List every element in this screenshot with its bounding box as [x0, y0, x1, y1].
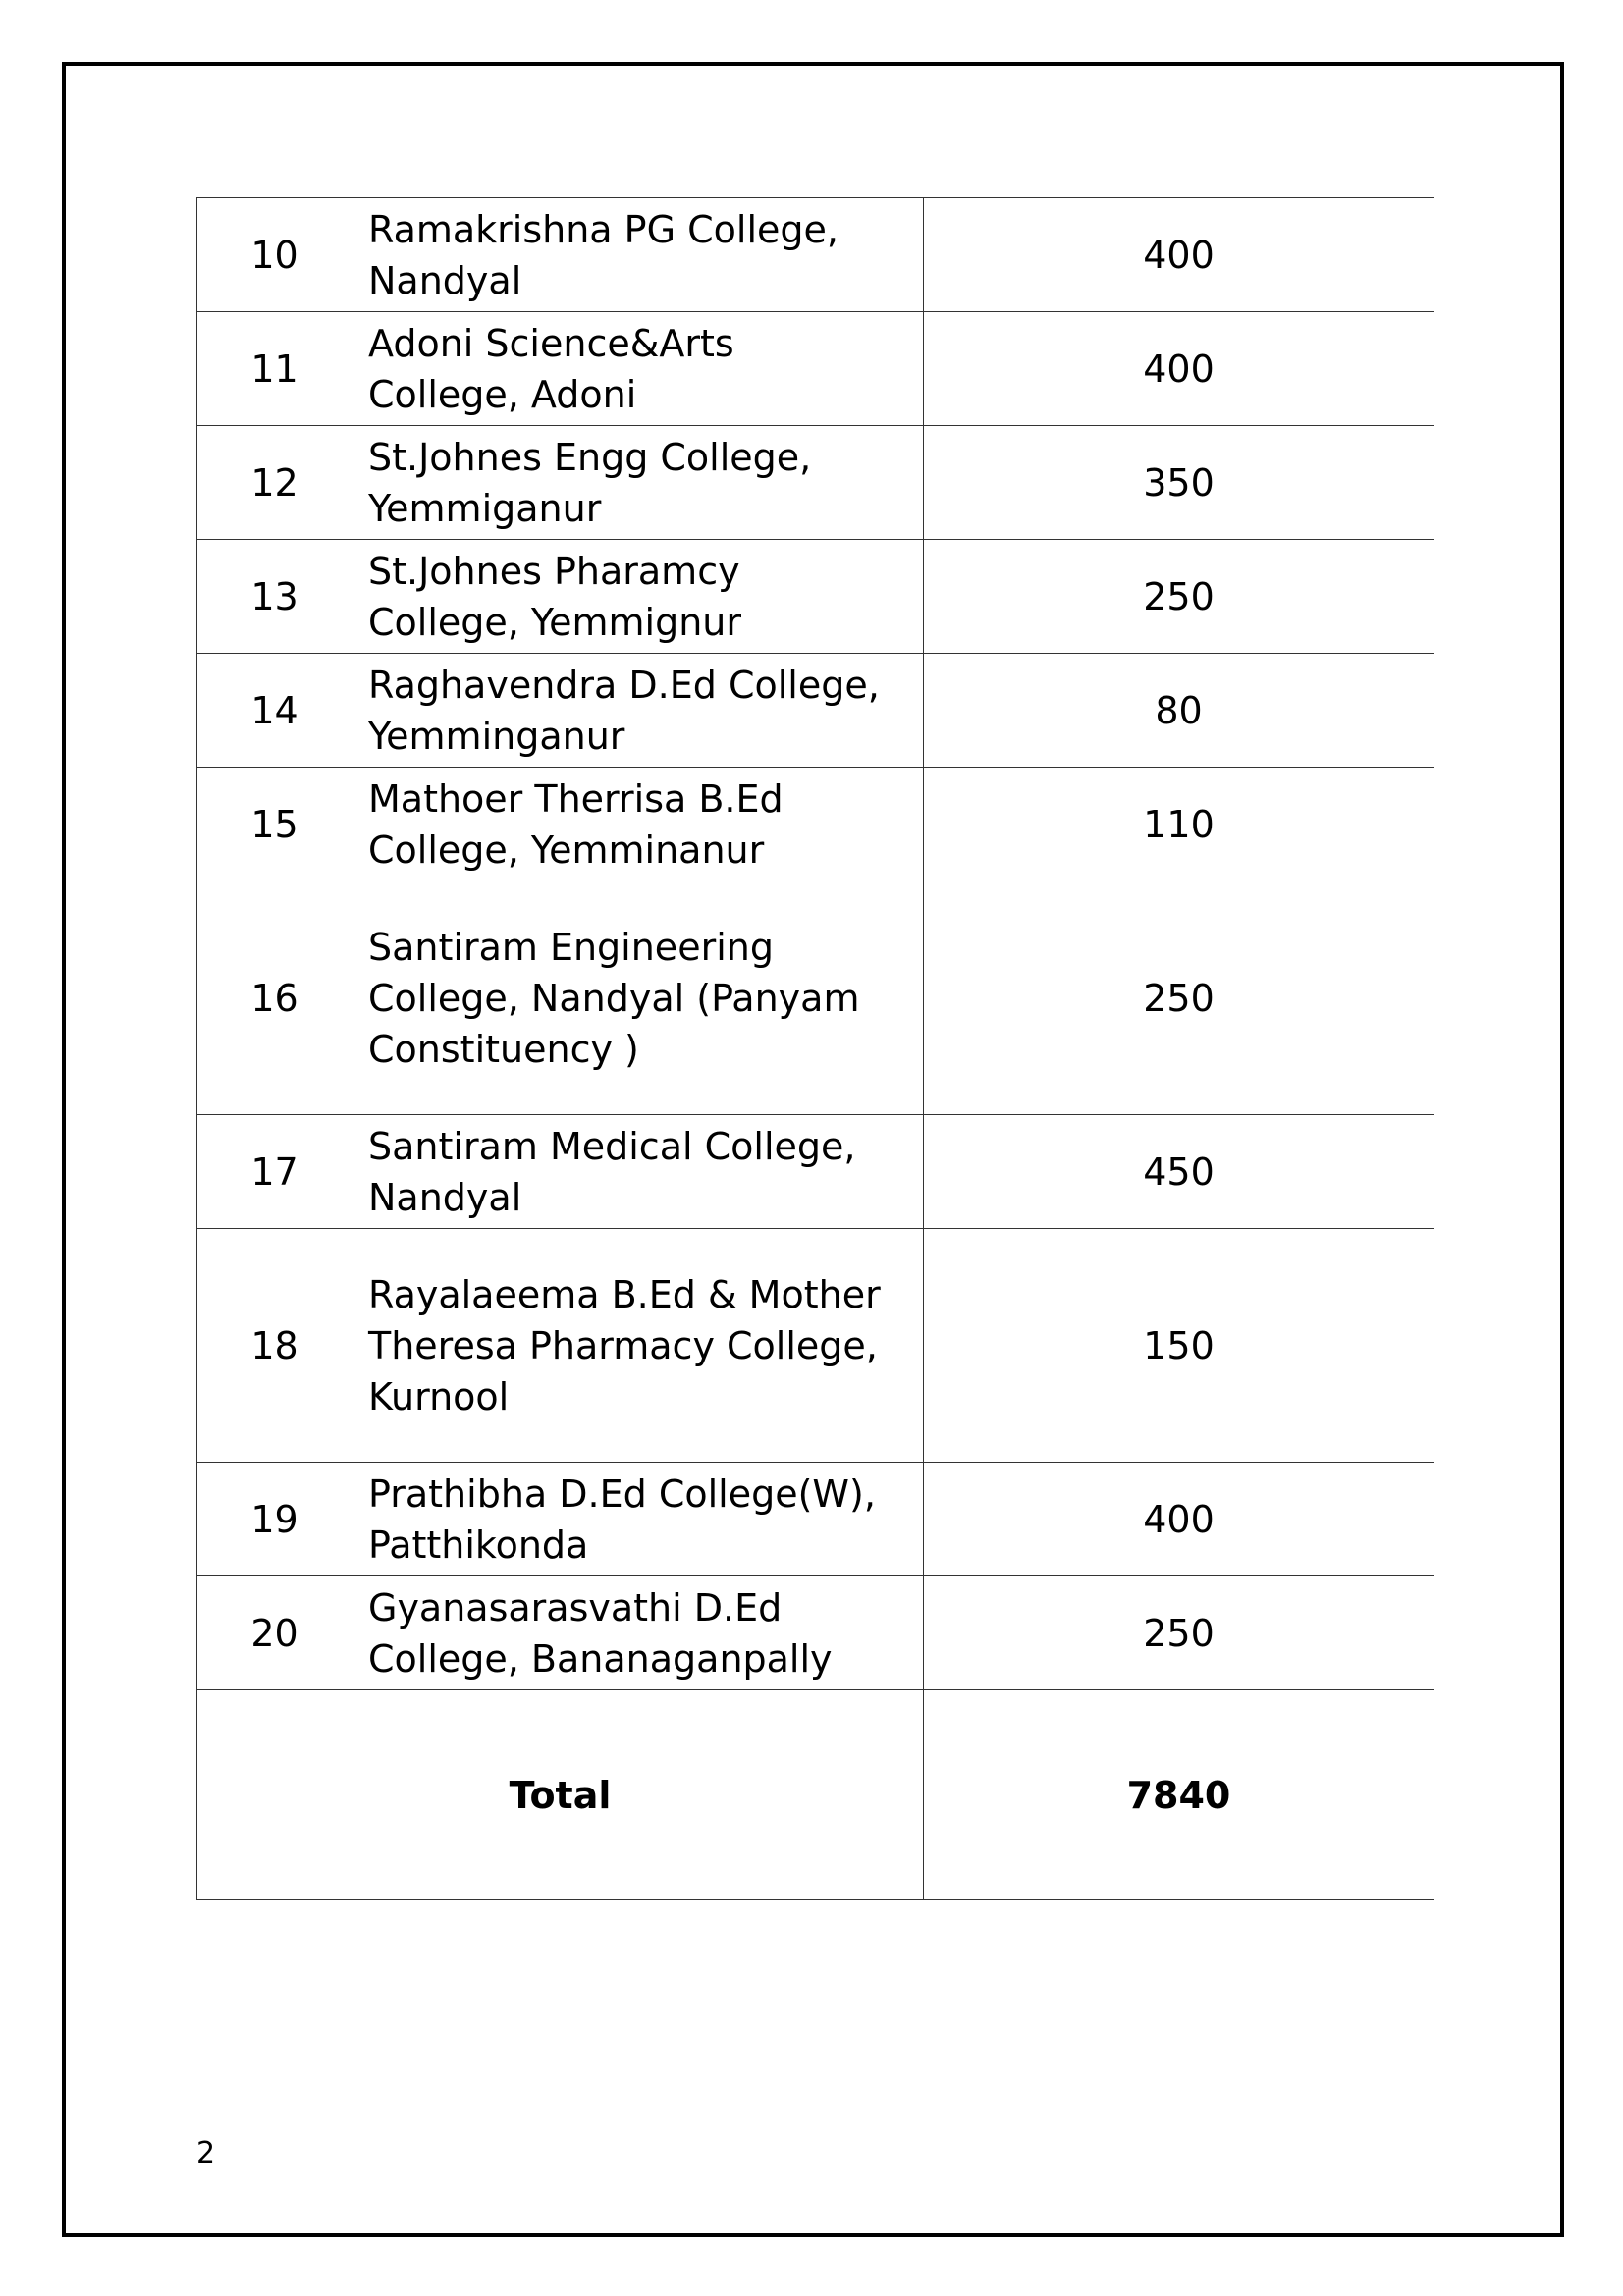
- serial-number: 19: [197, 1463, 352, 1576]
- serial-number: 18: [197, 1229, 352, 1463]
- table-row: [197, 768, 1434, 881]
- serial-number: 12: [197, 426, 352, 540]
- college-name-line: St.Johnes Engg College,: [368, 435, 812, 479]
- table-row: [197, 654, 1434, 768]
- college-table: [196, 197, 1434, 1900]
- table-row: [197, 312, 1434, 426]
- college-name: [352, 540, 924, 654]
- count-value: 250: [924, 881, 1434, 1115]
- college-name-line: Prathibha D.Ed College(W),: [368, 1471, 876, 1516]
- count-value: 400: [924, 312, 1434, 426]
- college-name-line: College, Bananaganpally: [368, 1636, 833, 1681]
- college-name-line: St.Johnes Pharamcy: [368, 549, 740, 593]
- college-name-line: College, Yemmignur: [368, 600, 741, 644]
- total-row: [197, 1690, 1434, 1900]
- college-name-line: College, Nandyal (Panyam: [368, 976, 860, 1020]
- table-row: [197, 881, 1434, 1115]
- college-name: [352, 312, 924, 426]
- total-value: 7840: [924, 1690, 1434, 1900]
- count-value: 400: [924, 1463, 1434, 1576]
- college-name-line: Theresa Pharmacy College,: [368, 1323, 878, 1367]
- college-name-line: College, Yemminanur: [368, 828, 765, 872]
- college-name-line: Gyanasarasvathi D.Ed: [368, 1585, 783, 1629]
- table-row: [197, 1576, 1434, 1690]
- college-name: [352, 881, 924, 1115]
- total-label: Total: [197, 1690, 924, 1900]
- college-name: [352, 1463, 924, 1576]
- college-name-line: Nandyal: [368, 1175, 522, 1219]
- college-name-line: Raghavendra D.Ed College,: [368, 663, 880, 707]
- college-name-line: Santiram Medical College,: [368, 1124, 856, 1168]
- count-value: 350: [924, 426, 1434, 540]
- table-row: [197, 198, 1434, 312]
- college-name-line: Yemminganur: [368, 714, 625, 758]
- college-name-line: Rayalaeema B.Ed & Mother: [368, 1272, 881, 1316]
- college-name-line: Constituency ): [368, 1027, 639, 1071]
- college-name-line: Patthikonda: [368, 1522, 589, 1567]
- page-number: 2: [196, 2136, 216, 2170]
- table-row: [197, 1229, 1434, 1463]
- college-name-line: Mathoer Therrisa B.Ed: [368, 776, 784, 821]
- count-value: 450: [924, 1115, 1434, 1229]
- count-value: 110: [924, 768, 1434, 881]
- table-row: [197, 426, 1434, 540]
- serial-number: 15: [197, 768, 352, 881]
- college-name: [352, 768, 924, 881]
- college-name-line: Adoni Science&Arts: [368, 321, 734, 365]
- serial-number: 17: [197, 1115, 352, 1229]
- college-name-line: Yemmiganur: [368, 486, 602, 530]
- college-name: [352, 1229, 924, 1463]
- serial-number: 10: [197, 198, 352, 312]
- table-row: [197, 1463, 1434, 1576]
- college-name: [352, 654, 924, 768]
- college-name: [352, 198, 924, 312]
- count-value: 400: [924, 198, 1434, 312]
- serial-number: 20: [197, 1576, 352, 1690]
- count-value: 250: [924, 1576, 1434, 1690]
- college-name-line: Nandyal: [368, 258, 522, 302]
- college-name: [352, 1576, 924, 1690]
- college-name: [352, 426, 924, 540]
- serial-number: 14: [197, 654, 352, 768]
- count-value: 150: [924, 1229, 1434, 1463]
- college-name-line: Santiram Engineering: [368, 925, 774, 969]
- serial-number: 13: [197, 540, 352, 654]
- table-row: [197, 1115, 1434, 1229]
- serial-number: 11: [197, 312, 352, 426]
- college-name: [352, 1115, 924, 1229]
- college-name-line: College, Adoni: [368, 372, 637, 416]
- serial-number: 16: [197, 881, 352, 1115]
- college-name-line: Kurnool: [368, 1374, 510, 1418]
- table-row: [197, 540, 1434, 654]
- count-value: 250: [924, 540, 1434, 654]
- count-value: 80: [924, 654, 1434, 768]
- college-name-line: Ramakrishna PG College,: [368, 207, 839, 251]
